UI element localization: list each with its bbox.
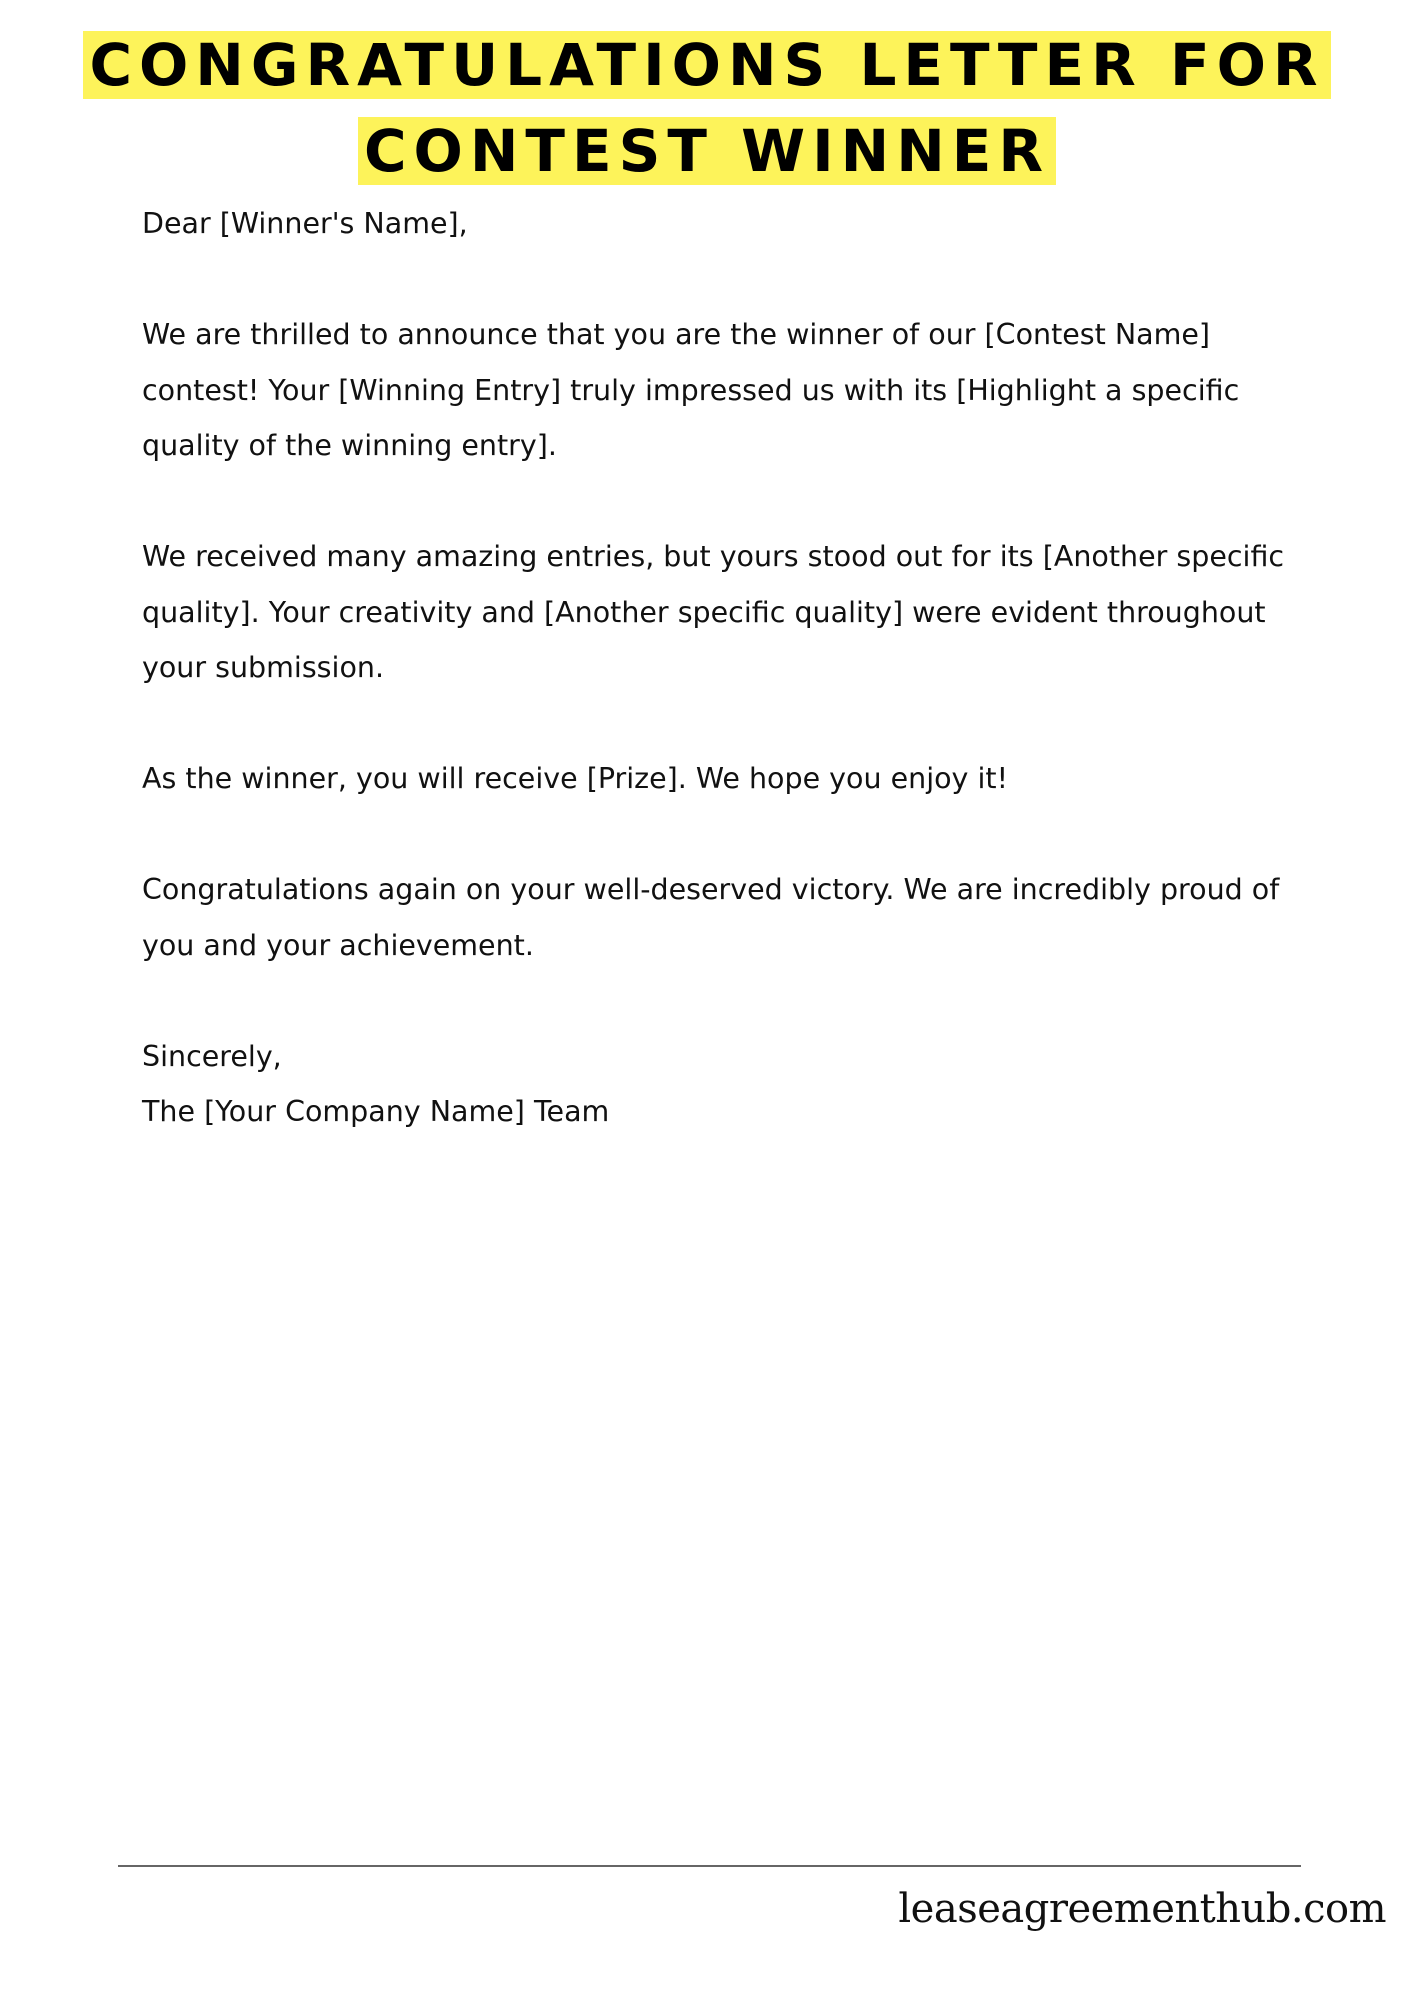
title-highlight: CONGRATULATIONS LETTER FOR CONTEST WINNER — [83, 31, 1330, 185]
letter-body — [142, 196, 1302, 1140]
paragraph-1: We are thrilled to announce that you are the winner of our [Contest Name] contest! Your [Winning Entry] truly impressed us with its [Highlight a specific quality of the winning entry]. — [142, 318, 1240, 462]
spacer — [142, 252, 1302, 308]
page-title — [0, 22, 1414, 194]
signature: The [Your Company Name] Team — [142, 1095, 610, 1128]
spacer — [142, 807, 1302, 863]
paragraph-4: Congratulations again on your well-deserved victory. We are incredibly proud of you and your achievement. — [142, 873, 1280, 962]
footer-website: leaseagreementhub.com — [898, 1886, 1386, 1932]
footer-divider — [118, 1865, 1301, 1867]
greeting: Dear [Winner's Name], — [142, 207, 468, 240]
spacer — [142, 474, 1302, 530]
spacer — [142, 696, 1302, 752]
paragraph-2: We received many amazing entries, but yours stood out for its [Another specific quality]. Your creativity and [Another specific quality] were evident throughout your submission. — [142, 540, 1285, 684]
spacer — [142, 973, 1302, 1029]
paragraph-3: As the winner, you will receive [Prize]. We hope you enjoy it! — [142, 762, 1008, 795]
closing: Sincerely, — [142, 1039, 282, 1073]
